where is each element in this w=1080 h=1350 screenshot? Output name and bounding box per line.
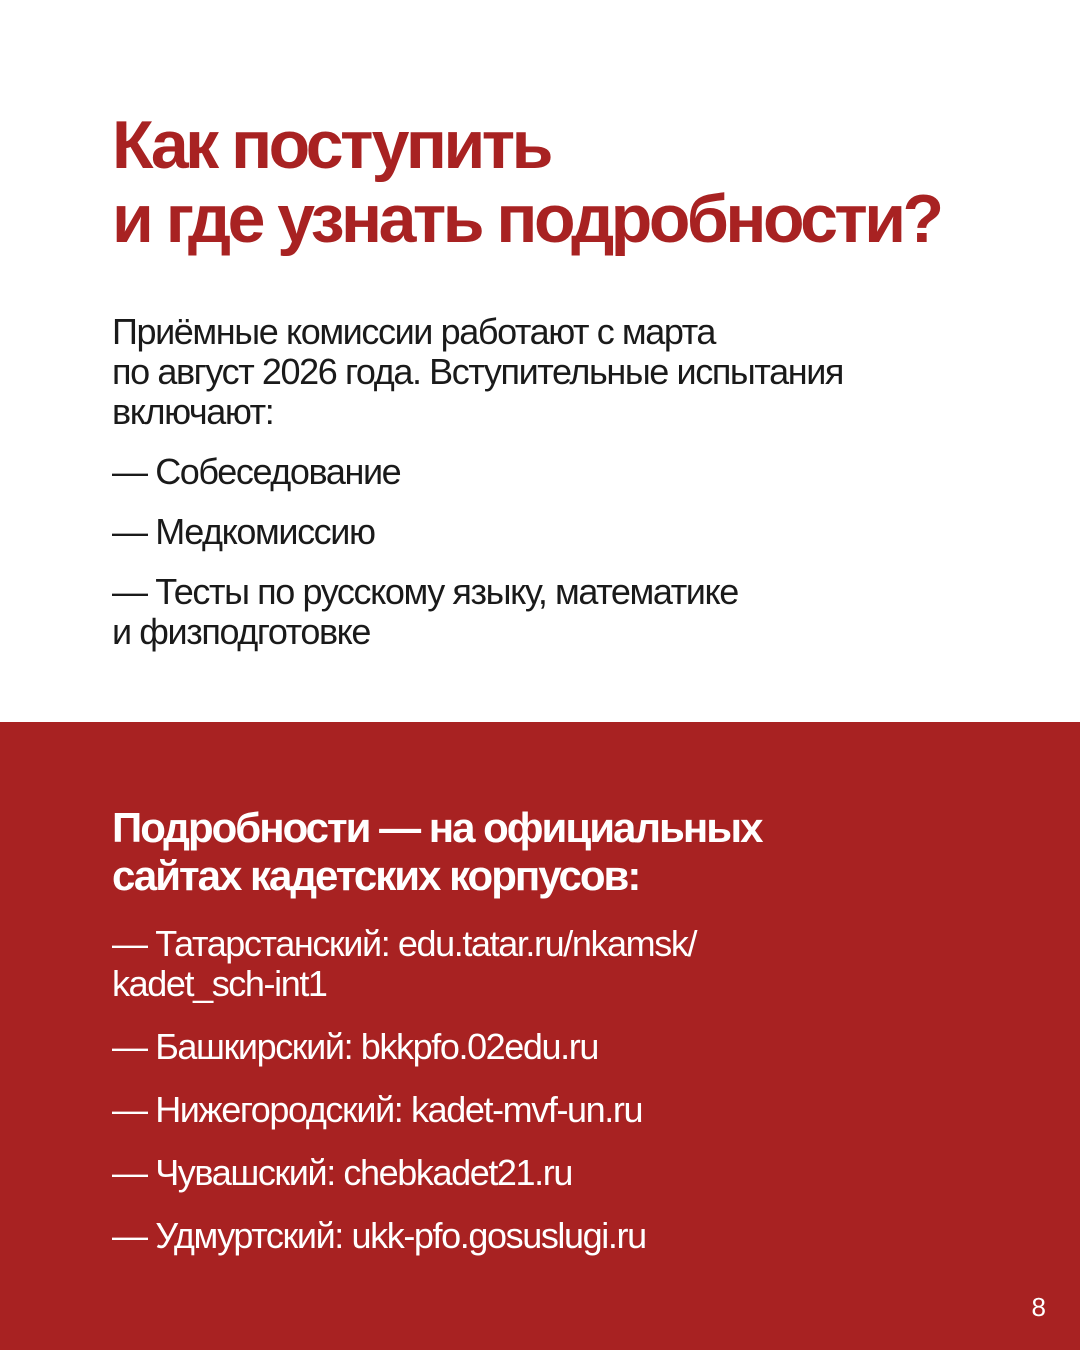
intro-line-1: Приёмные комиссии работают с марта	[112, 311, 716, 352]
site-name-udmurt: — Удмуртский:	[112, 1215, 352, 1256]
site-name-nizhny: — Нижегородский:	[112, 1089, 412, 1130]
page-title	[112, 108, 1012, 256]
site-item-chuvash	[112, 1153, 1012, 1193]
site-name-bashkir: — Башкирский:	[112, 1026, 361, 1067]
sites-list	[112, 924, 1012, 1279]
details-title-line-1: Подробности — на официальных	[112, 804, 762, 851]
requirement-interview	[112, 452, 1012, 492]
details-title-line-2: сайтах кадетских корпусов:	[112, 852, 640, 899]
site-item-bashkir	[112, 1027, 1012, 1067]
title-line-2: и где узнать подробности?	[112, 181, 941, 257]
intro-paragraph	[112, 312, 1012, 432]
requirement-tests-line-2: и физподготовке	[112, 611, 371, 652]
requirement-interview-text: — Собеседование	[112, 451, 401, 492]
site-item-tatarstan	[112, 924, 1012, 1004]
site-link-tatarstan[interactable]: edu.tatar.ru/nkamsk/	[397, 923, 697, 964]
site-name-chuvash: — Чувашский:	[112, 1152, 344, 1193]
site-item-nizhny	[112, 1090, 1012, 1130]
intro-line-3: включают:	[112, 391, 274, 432]
site-link-nizhny[interactable]: kadet-mvf-un.ru	[411, 1089, 643, 1130]
title-line-1: Как поступить	[112, 107, 550, 183]
site-link-udmurt[interactable]: ukk-pfo.gosuslugi.ru	[351, 1215, 646, 1256]
details-section	[0, 722, 1080, 1350]
requirements-list	[112, 452, 1012, 672]
requirement-tests	[112, 572, 1012, 652]
site-link-bashkir[interactable]: bkkpfo.02edu.ru	[360, 1026, 598, 1067]
site-name-tatarstan: — Татарстанский:	[112, 923, 398, 964]
site-item-tatarstan-line-1	[112, 924, 1012, 964]
site-item-udmurt	[112, 1216, 1012, 1256]
requirement-medical	[112, 512, 1012, 552]
requirement-tests-line-1: — Тесты по русскому языку, математике	[112, 571, 738, 612]
requirement-medical-text: — Медкомиссию	[112, 511, 375, 552]
site-link-chuvash[interactable]: chebkadet21.ru	[343, 1152, 572, 1193]
details-title	[112, 804, 1012, 900]
intro-line-2: по август 2026 года. Вступительные испытания	[112, 351, 843, 392]
page-number: 8	[1031, 1292, 1046, 1322]
site-link-tatarstan-cont[interactable]: kadet_sch-int1	[112, 963, 327, 1004]
